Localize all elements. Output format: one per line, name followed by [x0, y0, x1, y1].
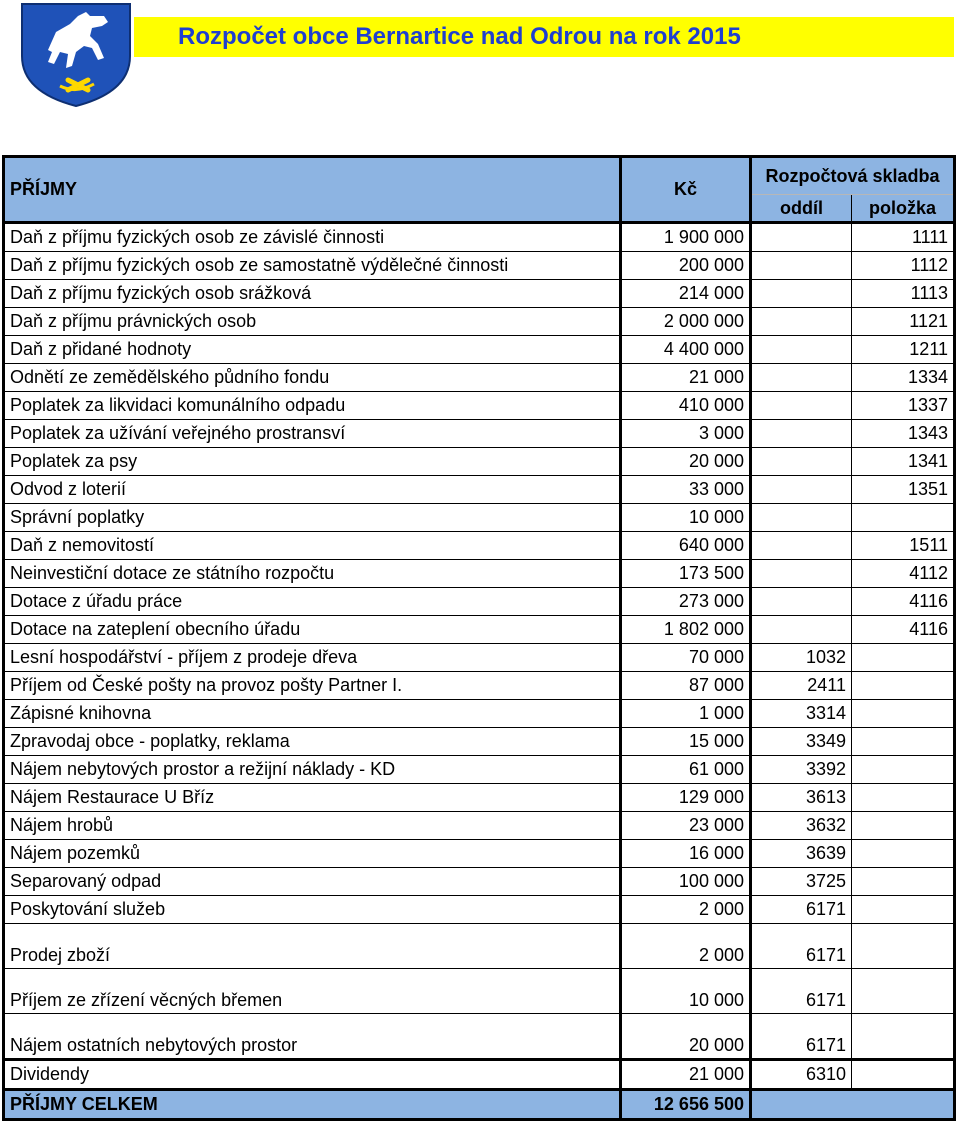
- row-oddil: 3639: [751, 840, 852, 868]
- row-polozka: 4116: [852, 616, 955, 644]
- table-row: [4, 924, 955, 969]
- row-amount: 20 000: [621, 448, 751, 476]
- row-amount: 2 000: [621, 896, 751, 924]
- total-row: [4, 1090, 955, 1120]
- row-amount: 16 000: [621, 840, 751, 868]
- table-row: [4, 476, 955, 504]
- row-oddil: 3632: [751, 812, 852, 840]
- row-polozka: 4116: [852, 588, 955, 616]
- row-polozka: 1121: [852, 308, 955, 336]
- row-polozka: [852, 784, 955, 812]
- row-oddil: 2411: [751, 672, 852, 700]
- table-row: [4, 560, 955, 588]
- row-name: Dividendy: [4, 1060, 621, 1090]
- row-name: Zpravodaj obce - poplatky, reklama: [4, 728, 621, 756]
- header-polozka: položka: [852, 195, 955, 223]
- row-name: Dotace z úřadu práce: [4, 588, 621, 616]
- row-oddil: 6171: [751, 924, 852, 969]
- row-oddil: [751, 588, 852, 616]
- row-amount: 15 000: [621, 728, 751, 756]
- row-polozka: [852, 728, 955, 756]
- row-oddil: [751, 420, 852, 448]
- row-name: Dotace na zateplení obecního úřadu: [4, 616, 621, 644]
- table-row: [4, 1014, 955, 1060]
- table-row: [4, 280, 955, 308]
- row-name: Příjem od České pošty na provoz pošty Partner I.: [4, 672, 621, 700]
- row-polozka: [852, 756, 955, 784]
- row-amount: 2 000: [621, 924, 751, 969]
- row-amount: 23 000: [621, 812, 751, 840]
- header-rozpoctova-skladba: Rozpočtová skladba: [751, 157, 955, 195]
- row-amount: 10 000: [621, 969, 751, 1014]
- row-polozka: 1351: [852, 476, 955, 504]
- row-amount: 87 000: [621, 672, 751, 700]
- row-amount: 410 000: [621, 392, 751, 420]
- table-row: [4, 700, 955, 728]
- total-empty: [751, 1090, 955, 1120]
- row-amount: 4 400 000: [621, 336, 751, 364]
- row-oddil: [751, 476, 852, 504]
- row-oddil: 6171: [751, 1014, 852, 1060]
- title-bar: [134, 17, 954, 57]
- row-oddil: [751, 616, 852, 644]
- row-amount: 21 000: [621, 1060, 751, 1090]
- total-amount: 12 656 500: [621, 1090, 751, 1120]
- row-name: Daň z přidané hodnoty: [4, 336, 621, 364]
- row-oddil: 6310: [751, 1060, 852, 1090]
- row-oddil: [751, 448, 852, 476]
- table-row: [4, 504, 955, 532]
- row-oddil: 6171: [751, 896, 852, 924]
- table-row: [4, 756, 955, 784]
- row-name: Nájem nebytových prostor a režijní náklady - KD: [4, 756, 621, 784]
- row-polozka: [852, 868, 955, 896]
- row-name: Poplatek za likvidaci komunálního odpadu: [4, 392, 621, 420]
- row-amount: 21 000: [621, 364, 751, 392]
- table-row: [4, 588, 955, 616]
- row-name: Lesní hospodářství - příjem z prodeje dřeva: [4, 644, 621, 672]
- table-row: [4, 896, 955, 924]
- header-prijmy: PŘÍJMY: [4, 157, 621, 223]
- row-name: Nájem pozemků: [4, 840, 621, 868]
- row-amount: 100 000: [621, 868, 751, 896]
- row-oddil: [751, 280, 852, 308]
- row-name: Odvod z loterií: [4, 476, 621, 504]
- row-polozka: [852, 840, 955, 868]
- row-name: Nájem ostatních nebytových prostor: [4, 1014, 621, 1060]
- row-oddil: [751, 560, 852, 588]
- table-row: [4, 336, 955, 364]
- row-oddil: [751, 336, 852, 364]
- row-amount: 33 000: [621, 476, 751, 504]
- row-polozka: 1511: [852, 532, 955, 560]
- row-name: Nájem hrobů: [4, 812, 621, 840]
- row-amount: 1 900 000: [621, 223, 751, 252]
- row-oddil: 3613: [751, 784, 852, 812]
- row-polozka: [852, 924, 955, 969]
- row-name: Separovaný odpad: [4, 868, 621, 896]
- row-oddil: [751, 532, 852, 560]
- row-amount: 1 000: [621, 700, 751, 728]
- row-name: Poplatek za užívání veřejného prostransví: [4, 420, 621, 448]
- row-amount: 3 000: [621, 420, 751, 448]
- coat-of-arms-icon: [18, 2, 134, 108]
- row-polozka: 1111: [852, 223, 955, 252]
- header-kc: Kč: [621, 157, 751, 223]
- row-oddil: [751, 364, 852, 392]
- row-name: Prodej zboží: [4, 924, 621, 969]
- table-row: [4, 1060, 955, 1090]
- row-amount: 1 802 000: [621, 616, 751, 644]
- row-oddil: 6171: [751, 969, 852, 1014]
- row-name: Daň z příjmu fyzických osob ze závislé činnosti: [4, 223, 621, 252]
- row-polozka: 1337: [852, 392, 955, 420]
- table-row: [4, 644, 955, 672]
- table-row: [4, 308, 955, 336]
- row-amount: 20 000: [621, 1014, 751, 1060]
- row-polozka: 1113: [852, 280, 955, 308]
- row-amount: 173 500: [621, 560, 751, 588]
- row-polozka: [852, 896, 955, 924]
- row-name: Nájem Restaurace U Bříz: [4, 784, 621, 812]
- row-polozka: 1112: [852, 252, 955, 280]
- row-name: Daň z nemovitostí: [4, 532, 621, 560]
- row-polozka: [852, 969, 955, 1014]
- row-polozka: [852, 1014, 955, 1060]
- table-row: [4, 392, 955, 420]
- row-oddil: [751, 308, 852, 336]
- row-polozka: [852, 672, 955, 700]
- table-row: [4, 969, 955, 1014]
- row-name: Neinvestiční dotace ze státního rozpočtu: [4, 560, 621, 588]
- row-name: Daň z příjmu právnických osob: [4, 308, 621, 336]
- row-oddil: [751, 223, 852, 252]
- row-polozka: [852, 644, 955, 672]
- row-polozka: 1343: [852, 420, 955, 448]
- row-oddil: [751, 504, 852, 532]
- table-row: [4, 532, 955, 560]
- row-name: Příjem ze zřízení věcných břemen: [4, 969, 621, 1014]
- table-row: [4, 364, 955, 392]
- row-name: Poplatek za psy: [4, 448, 621, 476]
- row-amount: 61 000: [621, 756, 751, 784]
- table-row: [4, 784, 955, 812]
- table-row: [4, 616, 955, 644]
- table-row: [4, 812, 955, 840]
- row-amount: 129 000: [621, 784, 751, 812]
- row-oddil: 3349: [751, 728, 852, 756]
- row-polozka: [852, 504, 955, 532]
- budget-table: [2, 155, 956, 1121]
- row-amount: 10 000: [621, 504, 751, 532]
- row-amount: 70 000: [621, 644, 751, 672]
- row-name: Zápisné knihovna: [4, 700, 621, 728]
- table-row: [4, 840, 955, 868]
- row-name: Správní poplatky: [4, 504, 621, 532]
- table-row: [4, 448, 955, 476]
- row-polozka: 4112: [852, 560, 955, 588]
- row-amount: 200 000: [621, 252, 751, 280]
- page-title: Rozpočet obce Bernartice nad Odrou na rok 2015: [178, 23, 741, 50]
- row-amount: 2 000 000: [621, 308, 751, 336]
- row-polozka: 1211: [852, 336, 955, 364]
- table-row: [4, 728, 955, 756]
- row-polozka: [852, 700, 955, 728]
- row-amount: 273 000: [621, 588, 751, 616]
- row-oddil: 1032: [751, 644, 852, 672]
- table-row: [4, 868, 955, 896]
- row-polozka: [852, 1060, 955, 1090]
- table-row: [4, 252, 955, 280]
- header-oddil: oddíl: [751, 195, 852, 223]
- row-name: Odnětí ze zemědělského půdního fondu: [4, 364, 621, 392]
- row-amount: 640 000: [621, 532, 751, 560]
- row-polozka: 1334: [852, 364, 955, 392]
- table-row: [4, 223, 955, 252]
- row-oddil: 3725: [751, 868, 852, 896]
- row-polozka: [852, 812, 955, 840]
- row-oddil: 3392: [751, 756, 852, 784]
- row-polozka: 1341: [852, 448, 955, 476]
- row-name: Daň z příjmu fyzických osob srážková: [4, 280, 621, 308]
- row-oddil: [751, 252, 852, 280]
- row-oddil: 3314: [751, 700, 852, 728]
- total-label: PŘÍJMY CELKEM: [4, 1090, 621, 1120]
- row-oddil: [751, 392, 852, 420]
- table-row: [4, 672, 955, 700]
- table-row: [4, 420, 955, 448]
- row-name: Daň z příjmu fyzických osob ze samostatně výdělečné činnosti: [4, 252, 621, 280]
- row-name: Poskytování služeb: [4, 896, 621, 924]
- row-amount: 214 000: [621, 280, 751, 308]
